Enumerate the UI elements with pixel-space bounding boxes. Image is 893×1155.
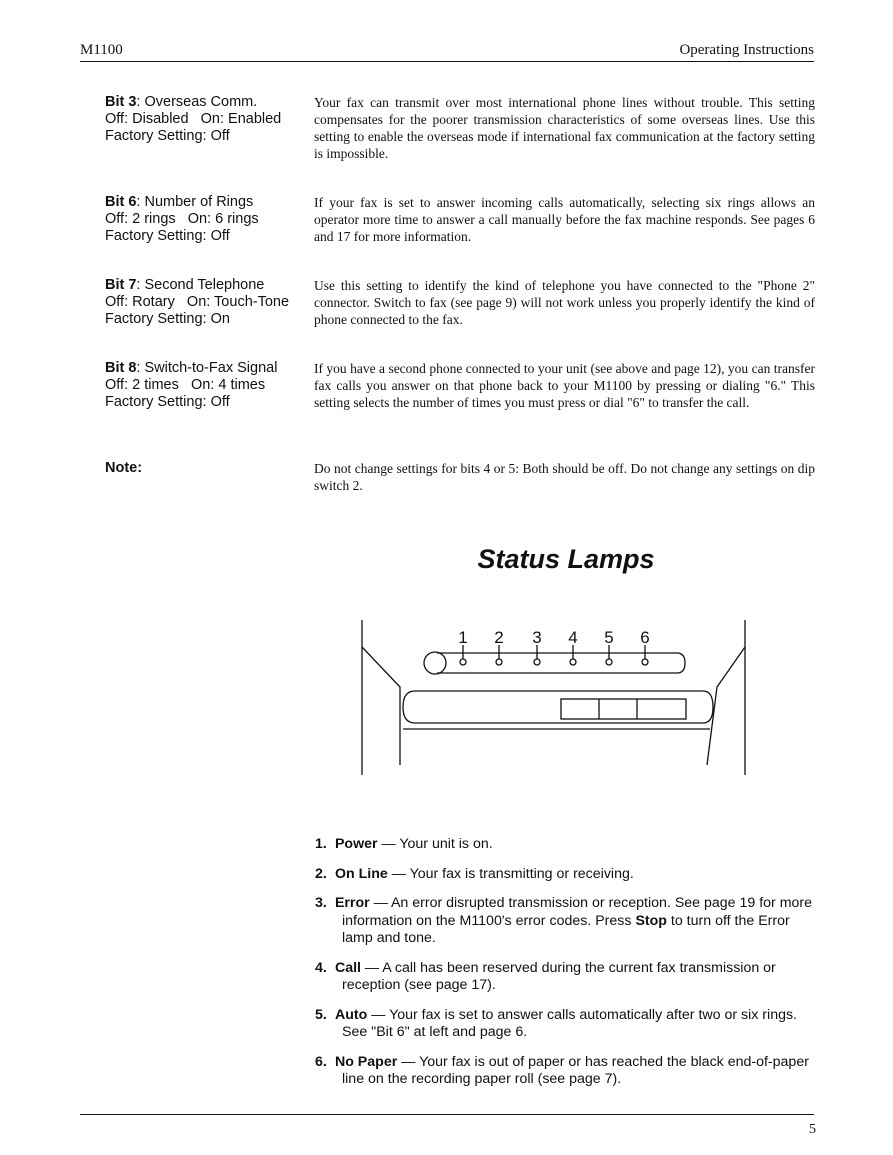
status-lamp-panel-illustration xyxy=(355,615,755,780)
display-window xyxy=(403,691,713,723)
lamp-item-text: — A call has been reserved during the current fax transmission or reception (see page 17). xyxy=(342,959,776,993)
lamp-item-number: 5. xyxy=(315,1006,327,1023)
bit-options: Off: 2 times On: 4 times xyxy=(105,377,266,393)
lamp-number: 2 xyxy=(494,628,504,647)
setting-bit-3 xyxy=(105,94,305,145)
lamp-number: 6 xyxy=(640,628,650,647)
lamp-item-auto xyxy=(315,1007,817,1042)
lamp-item-number: 4. xyxy=(315,959,327,976)
bit-title: : Overseas Comm. xyxy=(136,94,258,110)
lamp-item-text: — Your fax is out of paper or has reached the black end-of-paper line on the recording paper roll (see page 7). xyxy=(342,1053,809,1087)
lamp-item-name: Auto xyxy=(334,1006,368,1023)
lamp-item-text: — Your fax is transmitting or receiving. xyxy=(387,865,634,882)
note-label: Note: xyxy=(105,460,143,476)
bit-label: Bit 6 xyxy=(105,194,137,210)
lamp-markers xyxy=(460,645,648,665)
setting-bit-7 xyxy=(105,277,305,328)
bit-title: : Second Telephone xyxy=(136,277,265,293)
header-rule xyxy=(80,61,814,62)
bit-label: Bit 3 xyxy=(105,94,137,110)
status-lamp-list xyxy=(315,836,817,1101)
lamp-item-number: 3. xyxy=(315,895,327,911)
lamp-item-call xyxy=(315,960,817,995)
lamp-strip-end xyxy=(424,652,446,674)
setting-description: If you have a second phone connected to your unit (see above and page 12), you can transfer fax calls you answer on that phone back to your M1100 by pressing or dialing "6." This setting selects the number of times you must press or dial "6" to transfer the call. xyxy=(314,361,815,410)
bit-options: Off: 2 rings On: 6 rings xyxy=(105,211,259,227)
lamp-item-text: — An error disrupted transmission or reception. See page 19 for more information on the M1100's error codes. Press xyxy=(342,895,813,929)
bit-options: Off: Disabled On: Enabled xyxy=(105,111,282,127)
lamp-item-name: Call xyxy=(334,959,361,976)
lamp-number: 3 xyxy=(532,628,542,647)
bit-label: Bit 7 xyxy=(105,277,137,293)
bit-title: : Switch-to-Fax Signal xyxy=(136,360,278,376)
bit-factory: Factory Setting: On xyxy=(105,311,230,327)
lamp-item-name: No Paper xyxy=(334,1053,398,1070)
lamp-number: 5 xyxy=(604,628,614,647)
lamp-item-name: On Line xyxy=(334,865,388,882)
bit-title: : Number of Rings xyxy=(136,194,254,210)
header-model: M1100 xyxy=(80,42,123,58)
bezel-left xyxy=(362,647,400,765)
lamp-number: 4 xyxy=(568,628,578,647)
lamp-item-name: Error xyxy=(334,895,370,911)
setting-description: Use this setting to identify the kind of telephone you have connected to the "Phone 2" connector. Switch to fax (see page 9) will not work unless you properly identify the kind of phone connected to the fax. xyxy=(314,278,815,327)
lamp-item-error xyxy=(315,895,817,948)
lamp-item-number: 6. xyxy=(315,1053,327,1070)
note-text: Do not change settings for bits 4 or 5: Both should be off. Do not change any settings on dip switch 2. xyxy=(314,461,815,493)
setting-bit-6 xyxy=(105,194,305,245)
lamp-item-text: to turn off the Error lamp and tone. xyxy=(342,912,790,946)
section-title: Status Lamps xyxy=(477,544,655,574)
page-number: 5 xyxy=(809,1122,816,1137)
bit-factory: Factory Setting: Off xyxy=(105,128,230,144)
lamp-item-number: 2. xyxy=(315,865,327,882)
setting-bit-8 xyxy=(105,360,305,411)
footer-rule xyxy=(80,1114,814,1115)
bit-options: Off: Rotary On: Touch-Tone xyxy=(105,294,290,310)
bit-factory: Factory Setting: Off xyxy=(105,228,230,244)
lamp-item-text: — Your unit is on. xyxy=(377,836,493,852)
setting-description: If your fax is set to answer incoming calls automatically, selecting six rings allows an operator more time to answer a call manually before the fax machine responds. See pages 6 and 17 for more information. xyxy=(314,195,815,244)
lamp-item-key: Stop xyxy=(635,912,667,929)
lamp-item-power xyxy=(315,836,817,854)
lamp-item-text: — Your fax is set to answer calls automatically after two or six rings. See "Bit 6" at left and page 6. xyxy=(342,1006,798,1040)
bit-factory: Factory Setting: Off xyxy=(105,394,230,410)
header-title: Operating Instructions xyxy=(679,42,814,58)
lamp-number: 1 xyxy=(458,628,468,647)
bit-label: Bit 8 xyxy=(105,360,137,376)
lamp-item-on-line xyxy=(315,866,817,884)
setting-description: Your fax can transmit over most international phone lines without trouble. This setting compensates for the poorer transmission characteristics of some overseas lines. Use this setting to enable the overseas mode if international fax communication at the factory setting is impossible. xyxy=(314,95,815,161)
lamp-item-no-paper xyxy=(315,1054,817,1089)
lamp-item-name: Power xyxy=(334,836,378,852)
display-boxes xyxy=(561,699,686,719)
lamp-item-number: 1. xyxy=(315,836,327,852)
